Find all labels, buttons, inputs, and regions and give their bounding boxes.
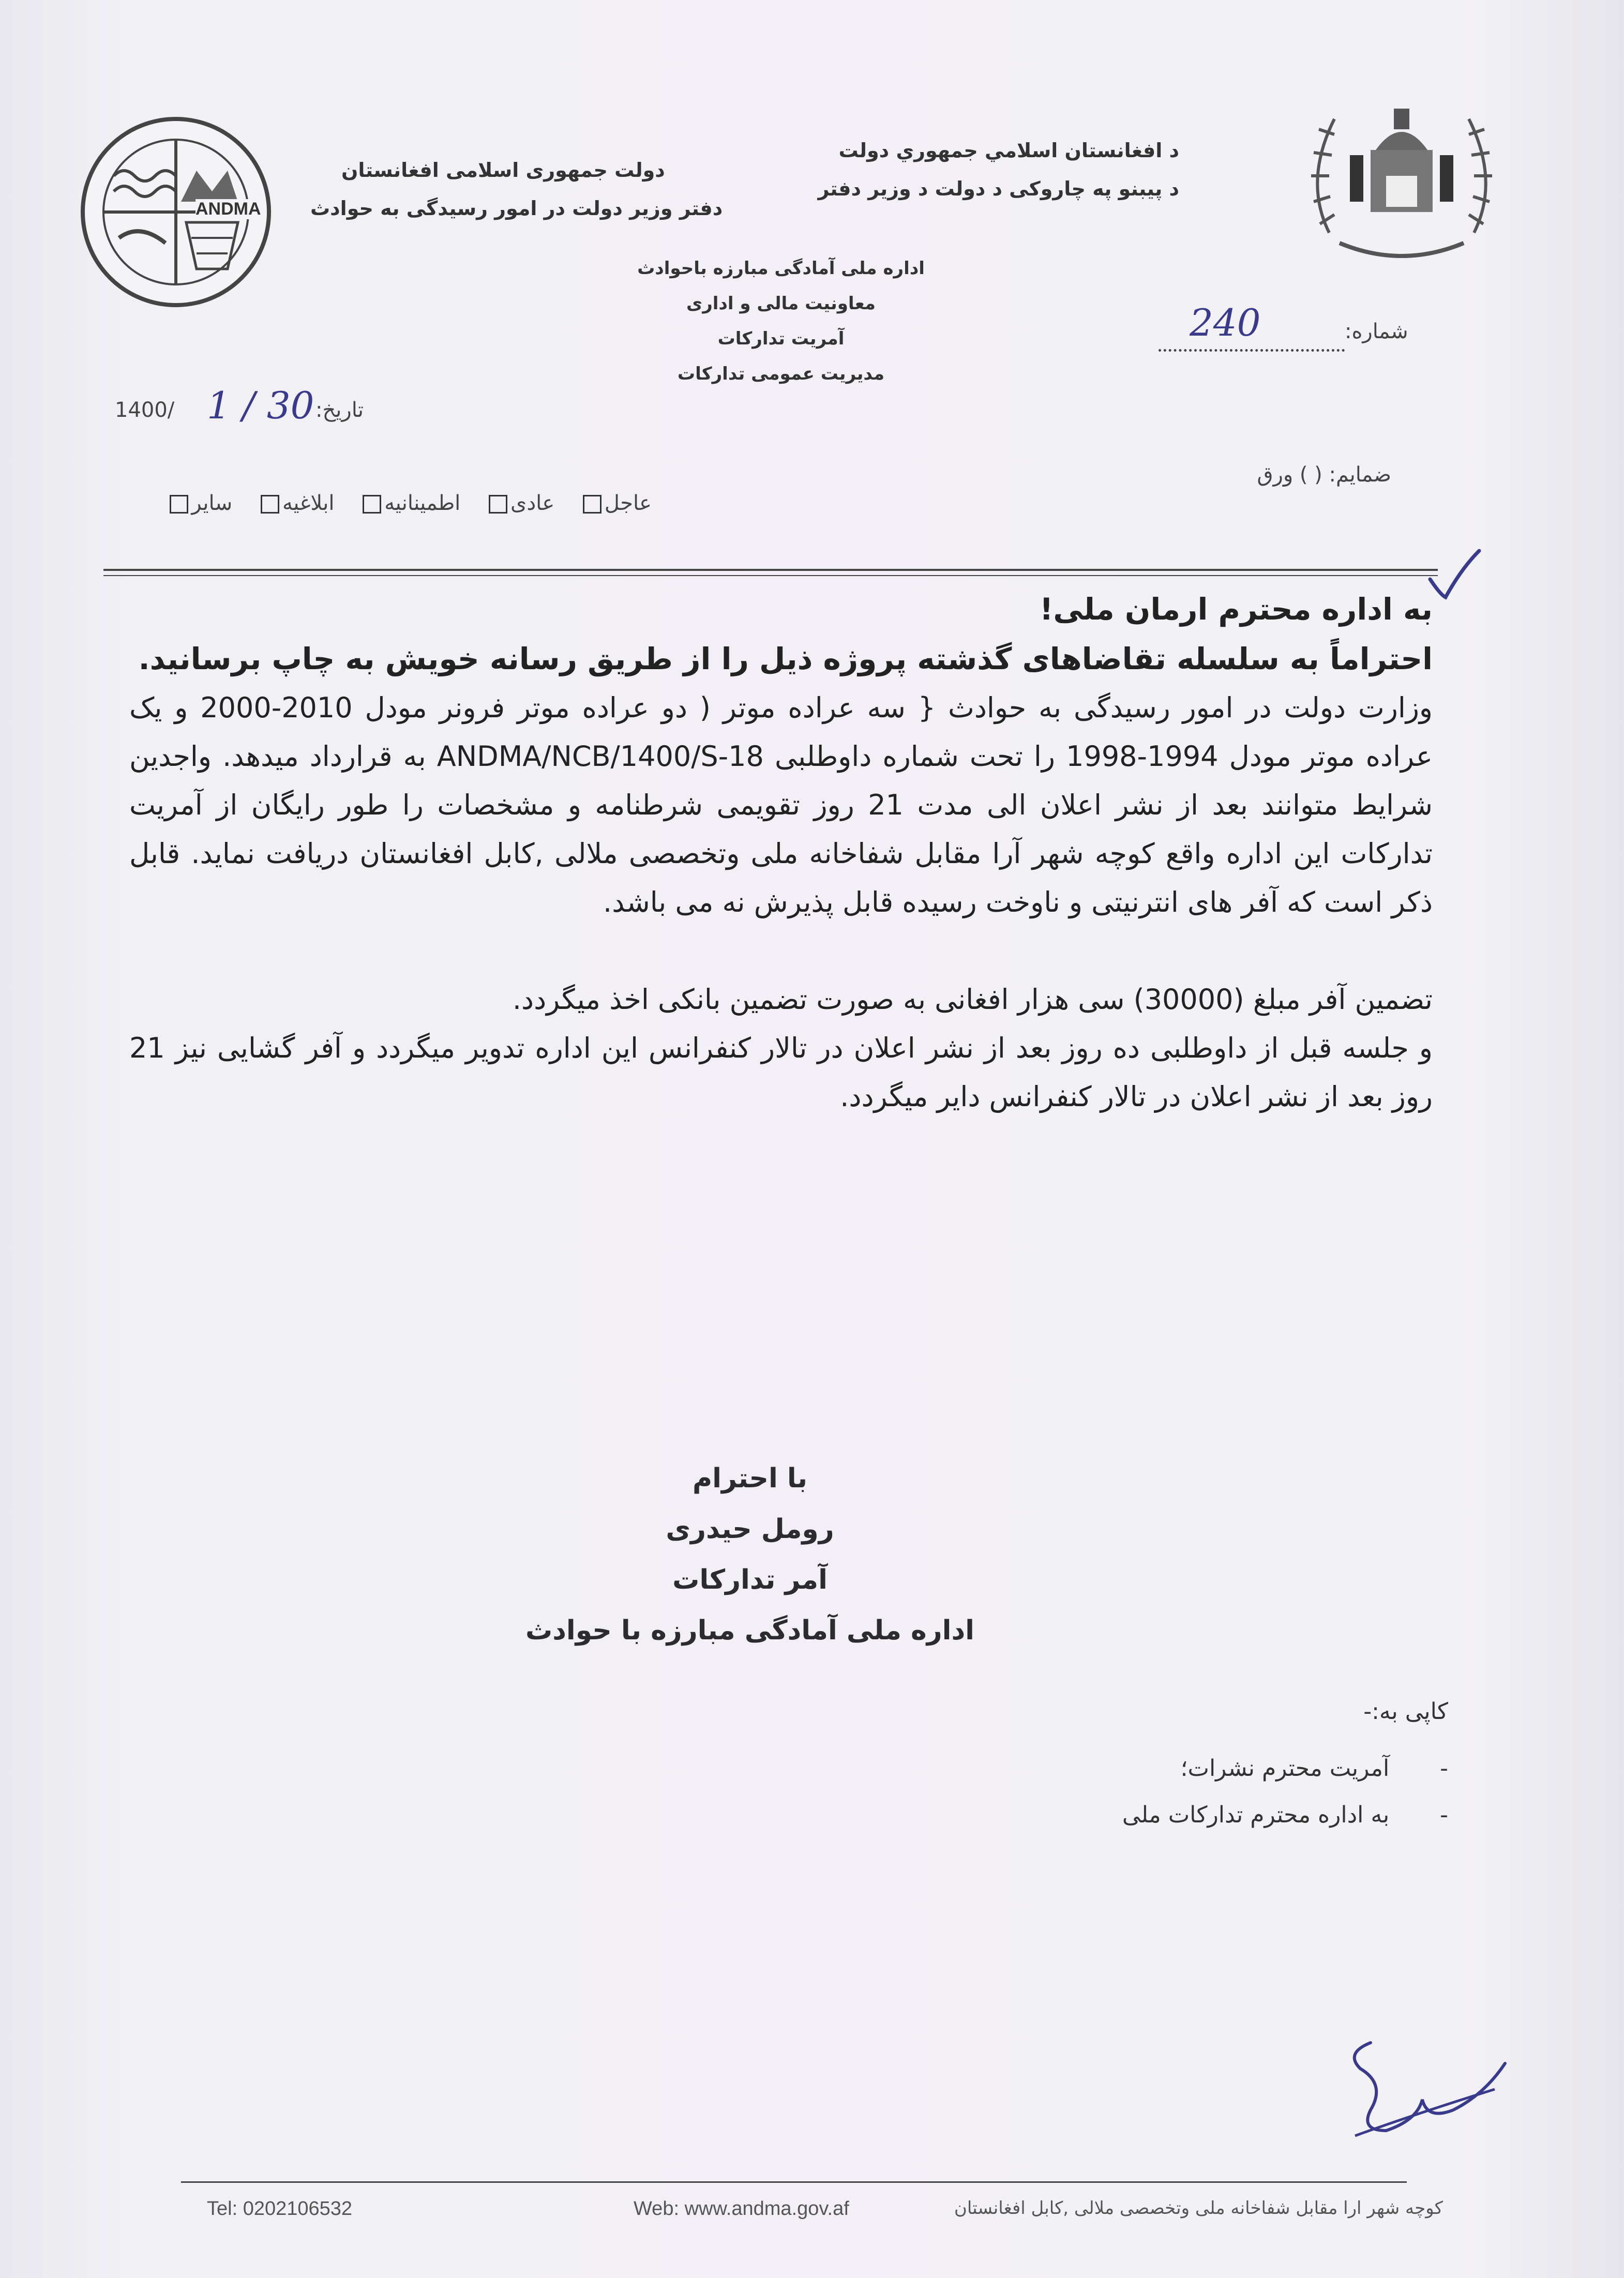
handwritten-signature [1340,2032,1515,2159]
checkbox-box-icon [170,495,188,514]
paragraph-meeting: و جلسه قبل از داوطلبی ده روز بعد از نشر اعلان در تالار کنفرانس این اداره تدویر میگردد و آفر گشایی نیز 21 روز بعد از نشر اعلان در تالار کنفرانس دایر میگردد. [129,1032,1433,1113]
signer-title: آمر تدارکات [672,1564,828,1595]
department-line: معاونیت مالی و اداری [686,293,876,314]
andma-logo [78,114,274,310]
paragraph-guarantee: تضمین آفر مبلغ (30000) سی هزار افغانی به صورت تضمین بانکی اخذ میگردد. [512,983,1433,1016]
number-dots [1159,349,1345,352]
signer-org: اداره ملی آمادگی مبارزه با حوادث [525,1615,974,1646]
footer-tel: Tel: 0202106532 [207,2198,353,2220]
header-left-line2: دفتر وزیر دولت در امور رسیدگی به حوادث [310,197,723,220]
date-label: تاریخ: [315,398,364,422]
header-left-line1: دولت جمهوری اسلامی افغانستان [341,159,665,182]
header-divider [103,575,1438,576]
footer-address: کوچه شهر ارا مقابل شفاخانه ملی وتخصصی ملالی ,کابل افغانستان [954,2198,1443,2219]
department-line: مدیریت عمومی تدارکات [677,364,885,384]
paragraph-tender-details: وزارت دولت در امور رسیدگی به حوادث { سه عراده موتر ( دو عراده موتر فرونر مودل 2010-2000 و یک عراده موتر مودل 1994-1998 را تحت شماره داوطلبی ANDMA/NCB/1400/S-18 به قرارداد میدهد. واجدین شرایط متوانند بعد از نشر اعلان الی مدت 21 روز تقویمی شرطنامه و مشخصات را طور رایگان از آمریت تدارکات این اداره واقع کوچه شهر آرا مقابل شفاخانه ملی وتخصصی ملالی ,کابل افغانستان دریافت نماید. قابل ذکر است که آفر های انترنیتی و ناوخت رسیده قابل پذیرش نه می باشد. [129,691,1433,918]
checkbox-box-icon [583,495,602,514]
checkbox-box-icon [363,495,381,514]
letter-body [129,584,1433,1121]
header-right-line1: د افغانستان اسلامي جمهوري دولت [838,139,1179,162]
department-line: آمریت تدارکات [717,328,845,349]
checkbox-normal[interactable]: عادی [486,491,554,515]
signer-name: رومل حیدری [666,1514,834,1545]
footer-divider [181,2181,1407,2183]
date-handwritten: 1 / 30 [207,384,314,427]
checkbox-assurance[interactable]: اطمینانیه [359,491,460,515]
check-mark-icon [1425,548,1482,607]
header-right-line2: د پیبنو په چاروکی د دولت د وزیر دفتر [818,177,1179,200]
copy-label: کاپی به:- [1363,1698,1448,1725]
priority-checkboxes [148,491,652,515]
number-label: شماره: [1345,320,1408,343]
checkbox-urgent[interactable]: عاجل [580,491,652,515]
logo-text: ANDMA [196,199,261,219]
checkbox-box-icon [489,495,507,514]
department-line: اداره ملی آمادگی مبارزه باحوادث [637,258,925,279]
number-value: 240 [1190,301,1261,344]
addressee: به اداره محترم ارمان ملی! [1039,592,1433,627]
footer-web[interactable]: Web: www.andma.gov.af [634,2198,849,2220]
intro-paragraph: احتراماً به سلسله تقاضاهای گذشته پروژه ذیل را از طریق رسانه خویش به چاپ برسانید. [138,641,1433,676]
department-block [636,251,926,391]
afghanistan-emblem [1293,78,1510,274]
copy-item: - به اداره محترم تدارکات ملی [1122,1802,1448,1828]
date-year: 1400/ [115,398,175,422]
header-divider [103,569,1438,571]
checkbox-other[interactable]: سایر [167,491,232,515]
copy-item: - آمریت محترم نشرات؛ [1180,1755,1448,1782]
checkbox-notification[interactable]: ابلاغیه [258,491,335,515]
signature-block [465,1453,1034,1656]
copy-to [1034,1688,1448,1838]
attachments-label: ضمایم: ( ) ورق [1257,463,1391,487]
checkbox-box-icon [261,495,279,514]
closing: با احترام [693,1463,807,1494]
